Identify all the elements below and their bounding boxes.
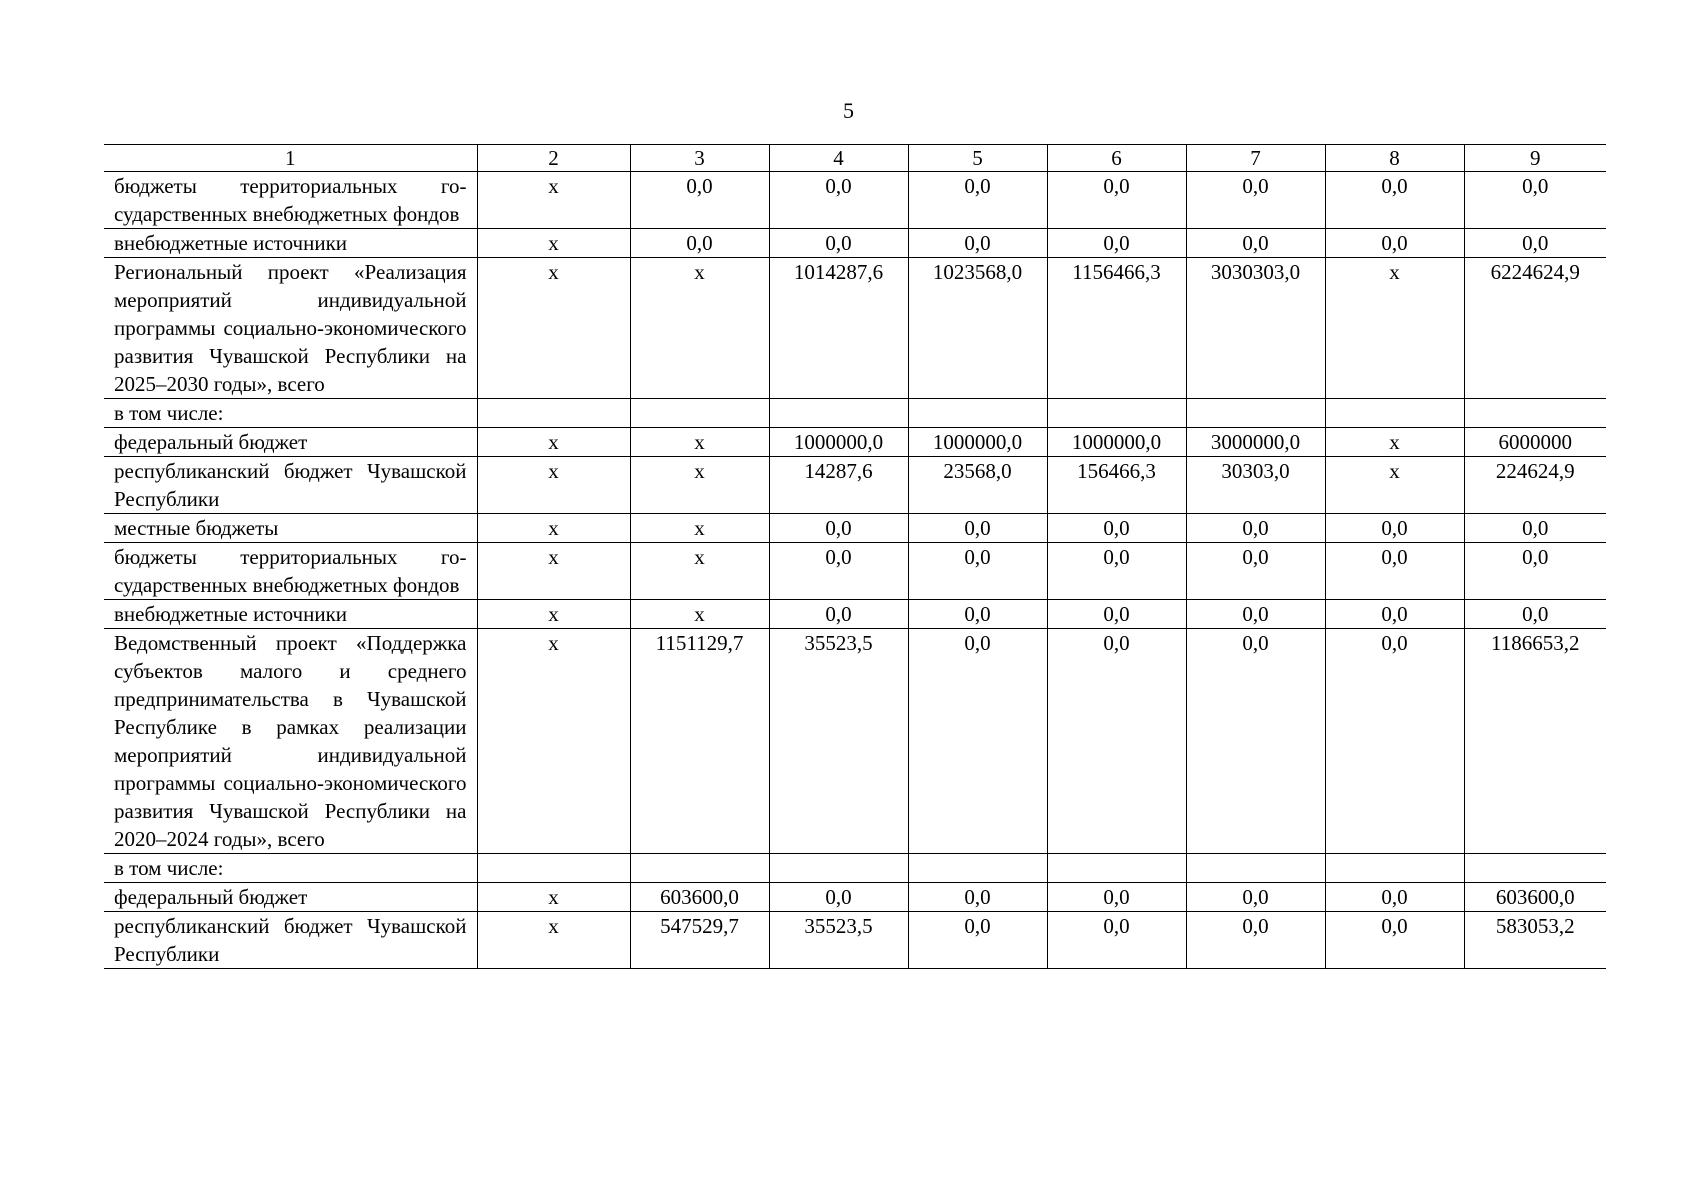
table-cell: x: [477, 457, 630, 514]
table-cell: 0,0: [630, 229, 769, 258]
table-cell: 14287,6: [769, 457, 908, 514]
table-cell: 0,0: [1047, 600, 1186, 629]
row-label: бюджеты территориальных государственных внебюджетных фондов: [104, 172, 477, 229]
column-header: 6: [1047, 145, 1186, 172]
table-cell: 0,0: [1047, 172, 1186, 229]
table-cell: 0,0: [769, 514, 908, 543]
table-cell: 0,0: [908, 543, 1047, 600]
table-row: [104, 428, 1606, 457]
table-cell: x: [630, 514, 769, 543]
table-row: [104, 172, 1606, 229]
table-cell: x: [477, 543, 630, 600]
table-cell: 6224624,9: [1464, 258, 1606, 399]
table-cell: 603600,0: [1464, 883, 1606, 912]
table-cell: 0,0: [1464, 543, 1606, 600]
table-cell: [1464, 399, 1606, 428]
table-cell: 0,0: [769, 229, 908, 258]
table-cell: 0,0: [908, 172, 1047, 229]
table-cell: 0,0: [1186, 600, 1325, 629]
table-cell: 583053,2: [1464, 912, 1606, 969]
table-cell: x: [630, 258, 769, 399]
table-cell: [630, 854, 769, 883]
table-cell: 224624,9: [1464, 457, 1606, 514]
table-cell: [1464, 854, 1606, 883]
table-cell: 3030303,0: [1186, 258, 1325, 399]
table-cell: 1000000,0: [908, 428, 1047, 457]
table-cell: x: [477, 600, 630, 629]
row-label: Региональный проект «Реализация мероприятий индивидуальной программы социально-экономического развития Чувашской Республики на 2025–2030 годы», всего: [104, 258, 477, 399]
table-cell: [630, 399, 769, 428]
row-label: в том числе:: [104, 399, 477, 428]
table-cell: 0,0: [908, 912, 1047, 969]
table-cell: 0,0: [1186, 629, 1325, 854]
table-cell: 0,0: [1325, 543, 1464, 600]
column-header: 9: [1464, 145, 1606, 172]
table-cell: 0,0: [1186, 514, 1325, 543]
table-cell: 0,0: [1325, 912, 1464, 969]
table-row: [104, 457, 1606, 514]
table-row: [104, 258, 1606, 399]
column-header: 5: [908, 145, 1047, 172]
table-cell: 0,0: [769, 883, 908, 912]
table-cell: 35523,5: [769, 629, 908, 854]
table-row: [104, 600, 1606, 629]
table-cell: 0,0: [1186, 883, 1325, 912]
table-cell: [1186, 854, 1325, 883]
table-row: [104, 912, 1606, 969]
table-cell: [477, 399, 630, 428]
table-cell: 0,0: [908, 883, 1047, 912]
table-cell: 0,0: [769, 543, 908, 600]
table-cell: 1000000,0: [769, 428, 908, 457]
table-cell: 603600,0: [630, 883, 769, 912]
table-row: [104, 543, 1606, 600]
table-cell: 0,0: [1325, 629, 1464, 854]
table-row: [104, 854, 1606, 883]
table-cell: x: [477, 883, 630, 912]
table-cell: 1000000,0: [1047, 428, 1186, 457]
table-cell: 1156466,3: [1047, 258, 1186, 399]
table-cell: 0,0: [1047, 629, 1186, 854]
table-cell: [769, 399, 908, 428]
table-cell: 3000000,0: [1186, 428, 1325, 457]
table-cell: 0,0: [1464, 229, 1606, 258]
column-header: 8: [1325, 145, 1464, 172]
row-label: внебюджетные источники: [104, 600, 477, 629]
table-cell: [1325, 399, 1464, 428]
row-label: бюджеты территориальных государственных внебюджетных фондов: [104, 543, 477, 600]
table-cell: 0,0: [1464, 172, 1606, 229]
table-cell: x: [477, 629, 630, 854]
table-cell: 1186653,2: [1464, 629, 1606, 854]
table-cell: [1047, 399, 1186, 428]
table-cell: 35523,5: [769, 912, 908, 969]
table-cell: x: [630, 600, 769, 629]
table-cell: [908, 854, 1047, 883]
table-cell: x: [477, 172, 630, 229]
table-cell: [769, 854, 908, 883]
table-cell: 0,0: [1047, 912, 1186, 969]
table-cell: 0,0: [1047, 883, 1186, 912]
table-cell: 0,0: [1464, 514, 1606, 543]
table-cell: x: [477, 428, 630, 457]
column-header: 2: [477, 145, 630, 172]
table-cell: 0,0: [1186, 543, 1325, 600]
table-cell: x: [630, 457, 769, 514]
table-cell: 0,0: [769, 172, 908, 229]
table-cell: x: [630, 428, 769, 457]
row-label: в том числе:: [104, 854, 477, 883]
table-cell: x: [1325, 258, 1464, 399]
table-cell: x: [477, 258, 630, 399]
table-row: [104, 883, 1606, 912]
table-cell: 0,0: [1047, 229, 1186, 258]
row-label: федеральный бюджет: [104, 883, 477, 912]
row-label: республиканский бюджет Чувашской Республики: [104, 457, 477, 514]
table-cell: 1014287,6: [769, 258, 908, 399]
table-cell: [477, 854, 630, 883]
table-cell: 0,0: [1047, 543, 1186, 600]
table-cell: 0,0: [908, 229, 1047, 258]
table-cell: 0,0: [1186, 172, 1325, 229]
table-cell: 23568,0: [908, 457, 1047, 514]
funding-table: [104, 144, 1606, 969]
table-cell: 0,0: [1047, 514, 1186, 543]
table-cell: 547529,7: [630, 912, 769, 969]
table-cell: x: [477, 229, 630, 258]
table-header-row: [104, 145, 1606, 172]
row-label: федеральный бюджет: [104, 428, 477, 457]
row-label: республиканский бюджет Чувашской Республики: [104, 912, 477, 969]
column-header: 1: [104, 145, 477, 172]
table-cell: [908, 399, 1047, 428]
table-cell: 156466,3: [1047, 457, 1186, 514]
table-cell: x: [1325, 457, 1464, 514]
column-header: 7: [1186, 145, 1325, 172]
table-cell: 0,0: [769, 600, 908, 629]
table-row: [104, 229, 1606, 258]
table-cell: 0,0: [1325, 172, 1464, 229]
table-cell: 0,0: [908, 600, 1047, 629]
row-label: внебюджетные источники: [104, 229, 477, 258]
table-cell: x: [477, 912, 630, 969]
table-cell: 0,0: [908, 514, 1047, 543]
table-cell: 0,0: [908, 629, 1047, 854]
column-header: 3: [630, 145, 769, 172]
table-cell: [1047, 854, 1186, 883]
table-cell: 1151129,7: [630, 629, 769, 854]
table-cell: 0,0: [1325, 514, 1464, 543]
table-cell: 30303,0: [1186, 457, 1325, 514]
table-cell: 0,0: [1186, 229, 1325, 258]
table-body: [104, 145, 1606, 969]
table-cell: 0,0: [1325, 883, 1464, 912]
table-cell: x: [477, 514, 630, 543]
table-cell: 0,0: [1325, 600, 1464, 629]
table-row: [104, 514, 1606, 543]
table-cell: 0,0: [630, 172, 769, 229]
row-label: местные бюджеты: [104, 514, 477, 543]
table-cell: 0,0: [1325, 229, 1464, 258]
table-cell: 0,0: [1464, 600, 1606, 629]
table-cell: 6000000: [1464, 428, 1606, 457]
page-number: 5: [843, 98, 854, 123]
table-row: [104, 399, 1606, 428]
table-cell: 0,0: [1186, 912, 1325, 969]
table-cell: 1023568,0: [908, 258, 1047, 399]
row-label: Ведомственный проект «Поддержка субъектов малого и среднего предпринимательства в Чувашской Республике в рамках реализации мероприятий индивидуальной программы социально-экономического развития Чувашской Республики на 2020–2024 годы», всего: [104, 629, 477, 854]
table-row: [104, 629, 1606, 854]
table-cell: x: [1325, 428, 1464, 457]
table-cell: [1186, 399, 1325, 428]
table-cell: x: [630, 543, 769, 600]
table-cell: [1325, 854, 1464, 883]
column-header: 4: [769, 145, 908, 172]
